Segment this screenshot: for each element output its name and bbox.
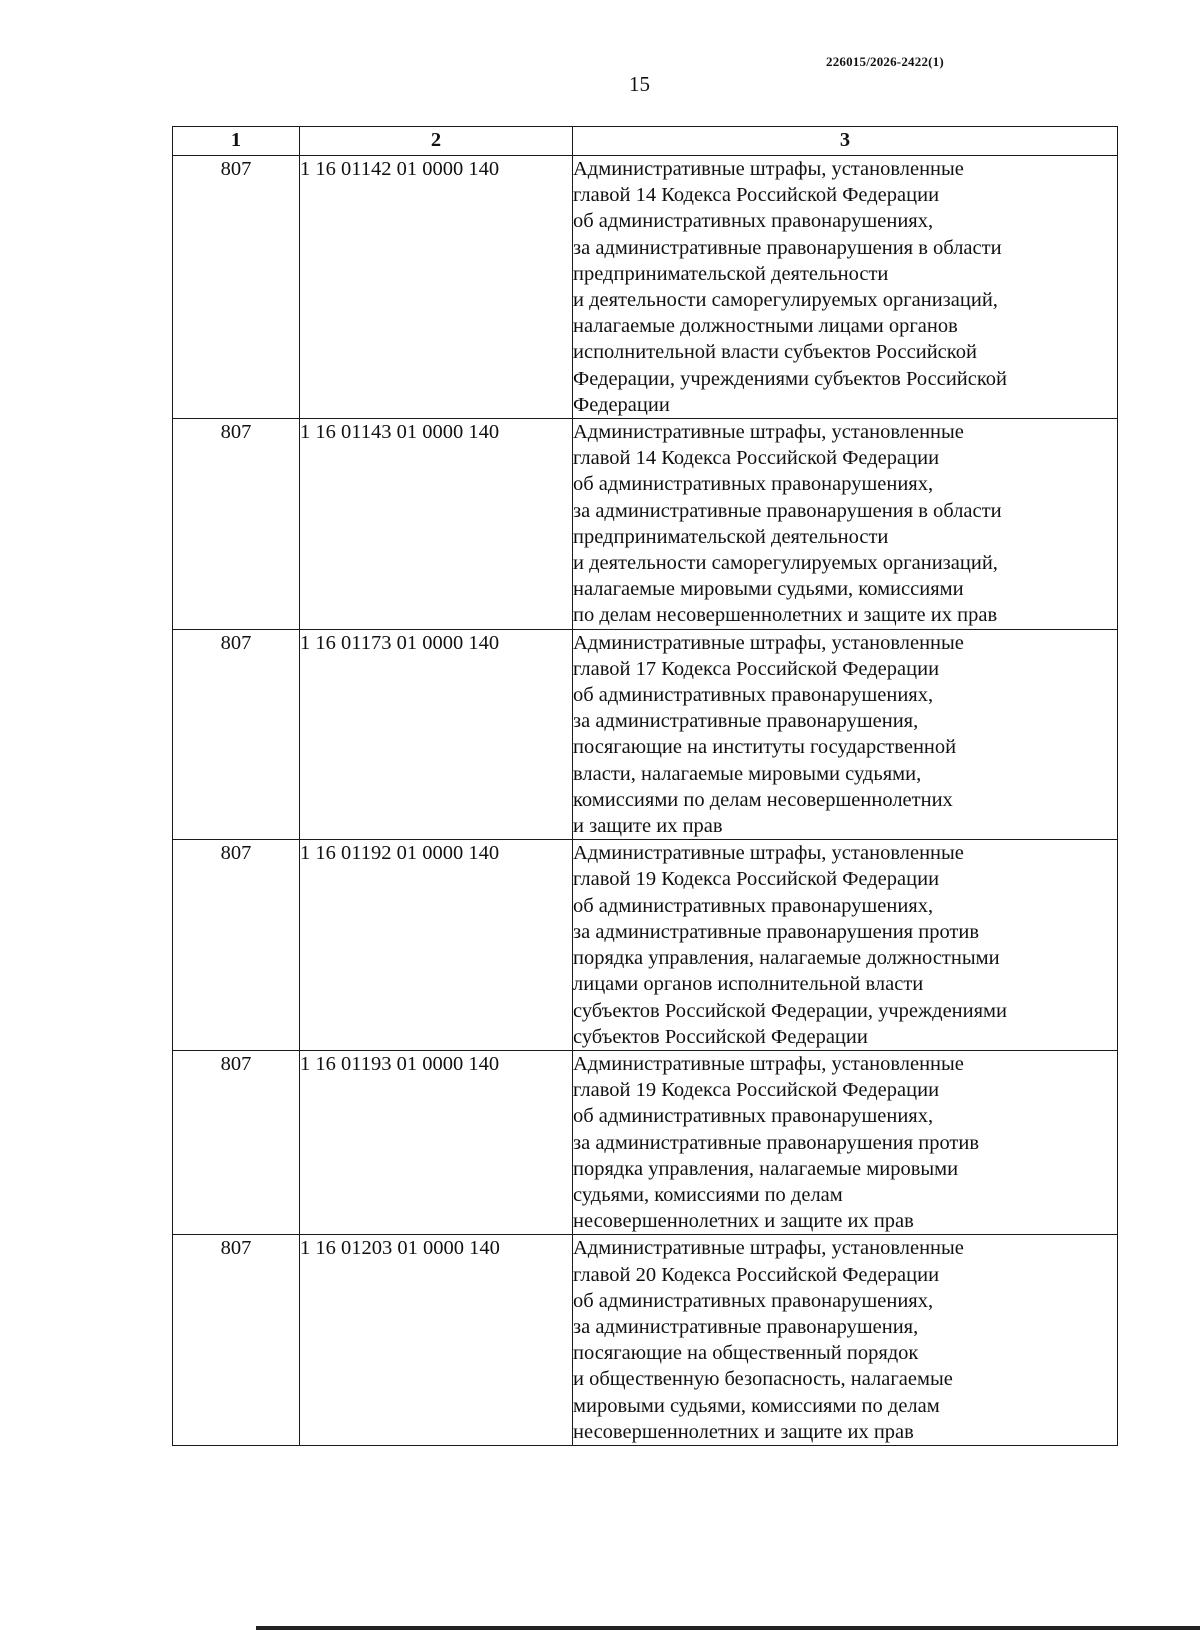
- description-line: об административных правонарушениях,: [573, 684, 934, 707]
- description-line: об административных правонарушениях,: [573, 894, 934, 917]
- description-line: Федерации, учреждениями субъектов Российской: [573, 367, 1007, 390]
- description-line: за административные правонарушения против: [573, 920, 980, 943]
- column-header-2: 2: [300, 127, 573, 156]
- table-row: [173, 156, 1118, 419]
- description-line: главой 19 Кодекса Российской Федерации: [573, 868, 940, 891]
- description-line: предпринимательской деятельности: [573, 262, 889, 285]
- description-line: за административные правонарушения в области: [573, 499, 1002, 522]
- table-body: [173, 156, 1118, 1446]
- description-line: субъектов Российской Федерации, учреждениями: [573, 999, 1007, 1022]
- page-number: 15: [629, 72, 650, 96]
- description-cell: [573, 419, 1118, 630]
- revenue-code-cell: 1 16 01173 01 0000 140: [300, 629, 573, 840]
- admin-code-cell: 807: [173, 1235, 300, 1446]
- description-line: и деятельности саморегулируемых организаций,: [573, 289, 998, 312]
- table-row: [173, 629, 1118, 840]
- description-line: предпринимательской деятельности: [573, 525, 889, 548]
- description-line: за административные правонарушения,: [573, 1315, 919, 1338]
- description-line: Административные штрафы, установленные: [573, 631, 964, 654]
- description-line: налагаемые мировыми судьями, комиссиями: [573, 578, 964, 601]
- description-line: несовершеннолетних и защите их прав: [573, 1210, 914, 1233]
- description-line: порядка управления, налагаемые должностными: [573, 947, 1000, 970]
- description-line: главой 14 Кодекса Российской Федерации: [573, 184, 940, 207]
- description-line: порядка управления, налагаемые мировыми: [573, 1157, 959, 1180]
- admin-code-cell: 807: [173, 629, 300, 840]
- description-line: налагаемые должностными лицами органов: [573, 315, 958, 338]
- description-cell: [573, 629, 1118, 840]
- description-line: и защите их прав: [573, 815, 723, 838]
- revenue-code-cell: 1 16 01193 01 0000 140: [300, 1050, 573, 1234]
- table-header-row: [173, 127, 1118, 156]
- table-row: [173, 419, 1118, 630]
- description-line: Административные штрафы, установленные: [573, 421, 964, 444]
- description-line: об административных правонарушениях,: [573, 210, 934, 233]
- description-line: комиссиями по делам несовершеннолетних: [573, 788, 953, 811]
- revenue-code-cell: 1 16 01142 01 0000 140: [300, 156, 573, 419]
- description-line: об административных правонарушениях,: [573, 1105, 934, 1128]
- scan-edge-line: [256, 1626, 1200, 1630]
- table-row: [173, 840, 1118, 1051]
- revenue-code-cell: 1 16 01192 01 0000 140: [300, 840, 573, 1051]
- description-line: главой 17 Кодекса Российской Федерации: [573, 657, 940, 680]
- description-line: главой 20 Кодекса Российской Федерации: [573, 1263, 940, 1286]
- description-line: и деятельности саморегулируемых организаций,: [573, 552, 998, 575]
- description-line: несовершеннолетних и защите их прав: [573, 1420, 914, 1443]
- description-line: и общественную безопасность, налагаемые: [573, 1368, 953, 1391]
- revenue-code-cell: 1 16 01203 01 0000 140: [300, 1235, 573, 1446]
- description-line: Административные штрафы, установленные: [573, 1237, 964, 1260]
- column-header-1: 1: [173, 127, 300, 156]
- table-row: [173, 1235, 1118, 1446]
- description-line: за административные правонарушения в области: [573, 236, 1002, 259]
- column-header-3: 3: [573, 127, 1118, 156]
- description-line: посягающие на общественный порядок: [573, 1342, 919, 1365]
- description-line: за административные правонарушения,: [573, 710, 919, 733]
- description-line: об административных правонарушениях,: [573, 1289, 934, 1312]
- description-line: главой 19 Кодекса Российской Федерации: [573, 1079, 940, 1102]
- description-line: по делам несовершеннолетних и защите их прав: [573, 604, 998, 627]
- document-id: 226015/2026-2422(1): [826, 54, 944, 69]
- admin-code-cell: 807: [173, 1050, 300, 1234]
- table-row: [173, 1050, 1118, 1234]
- description-line: субъектов Российской Федерации: [573, 1025, 868, 1048]
- description-cell: [573, 1050, 1118, 1234]
- description-line: Федерации: [573, 393, 670, 416]
- description-line: за административные правонарушения против: [573, 1131, 980, 1154]
- admin-code-cell: 807: [173, 156, 300, 419]
- budget-classification-table: [172, 126, 1118, 1446]
- admin-code-cell: 807: [173, 840, 300, 1051]
- admin-code-cell: 807: [173, 419, 300, 630]
- description-line: судьями, комиссиями по делам: [573, 1183, 843, 1206]
- description-cell: [573, 156, 1118, 419]
- description-line: главой 14 Кодекса Российской Федерации: [573, 447, 940, 470]
- description-line: власти, налагаемые мировыми судьями,: [573, 762, 922, 785]
- description-line: Административные штрафы, установленные: [573, 1052, 964, 1075]
- description-line: Административные штрафы, установленные: [573, 158, 964, 180]
- description-line: исполнительной власти субъектов Российской: [573, 341, 977, 364]
- description-line: лицами органов исполнительной власти: [573, 973, 924, 996]
- description-line: мировыми судьями, комиссиями по делам: [573, 1394, 940, 1417]
- description-cell: [573, 1235, 1118, 1446]
- revenue-code-cell: 1 16 01143 01 0000 140: [300, 419, 573, 630]
- description-line: об административных правонарушениях,: [573, 473, 934, 496]
- description-line: посягающие на институты государственной: [573, 736, 957, 759]
- description-line: Административные штрафы, установленные: [573, 842, 964, 865]
- description-cell: [573, 840, 1118, 1051]
